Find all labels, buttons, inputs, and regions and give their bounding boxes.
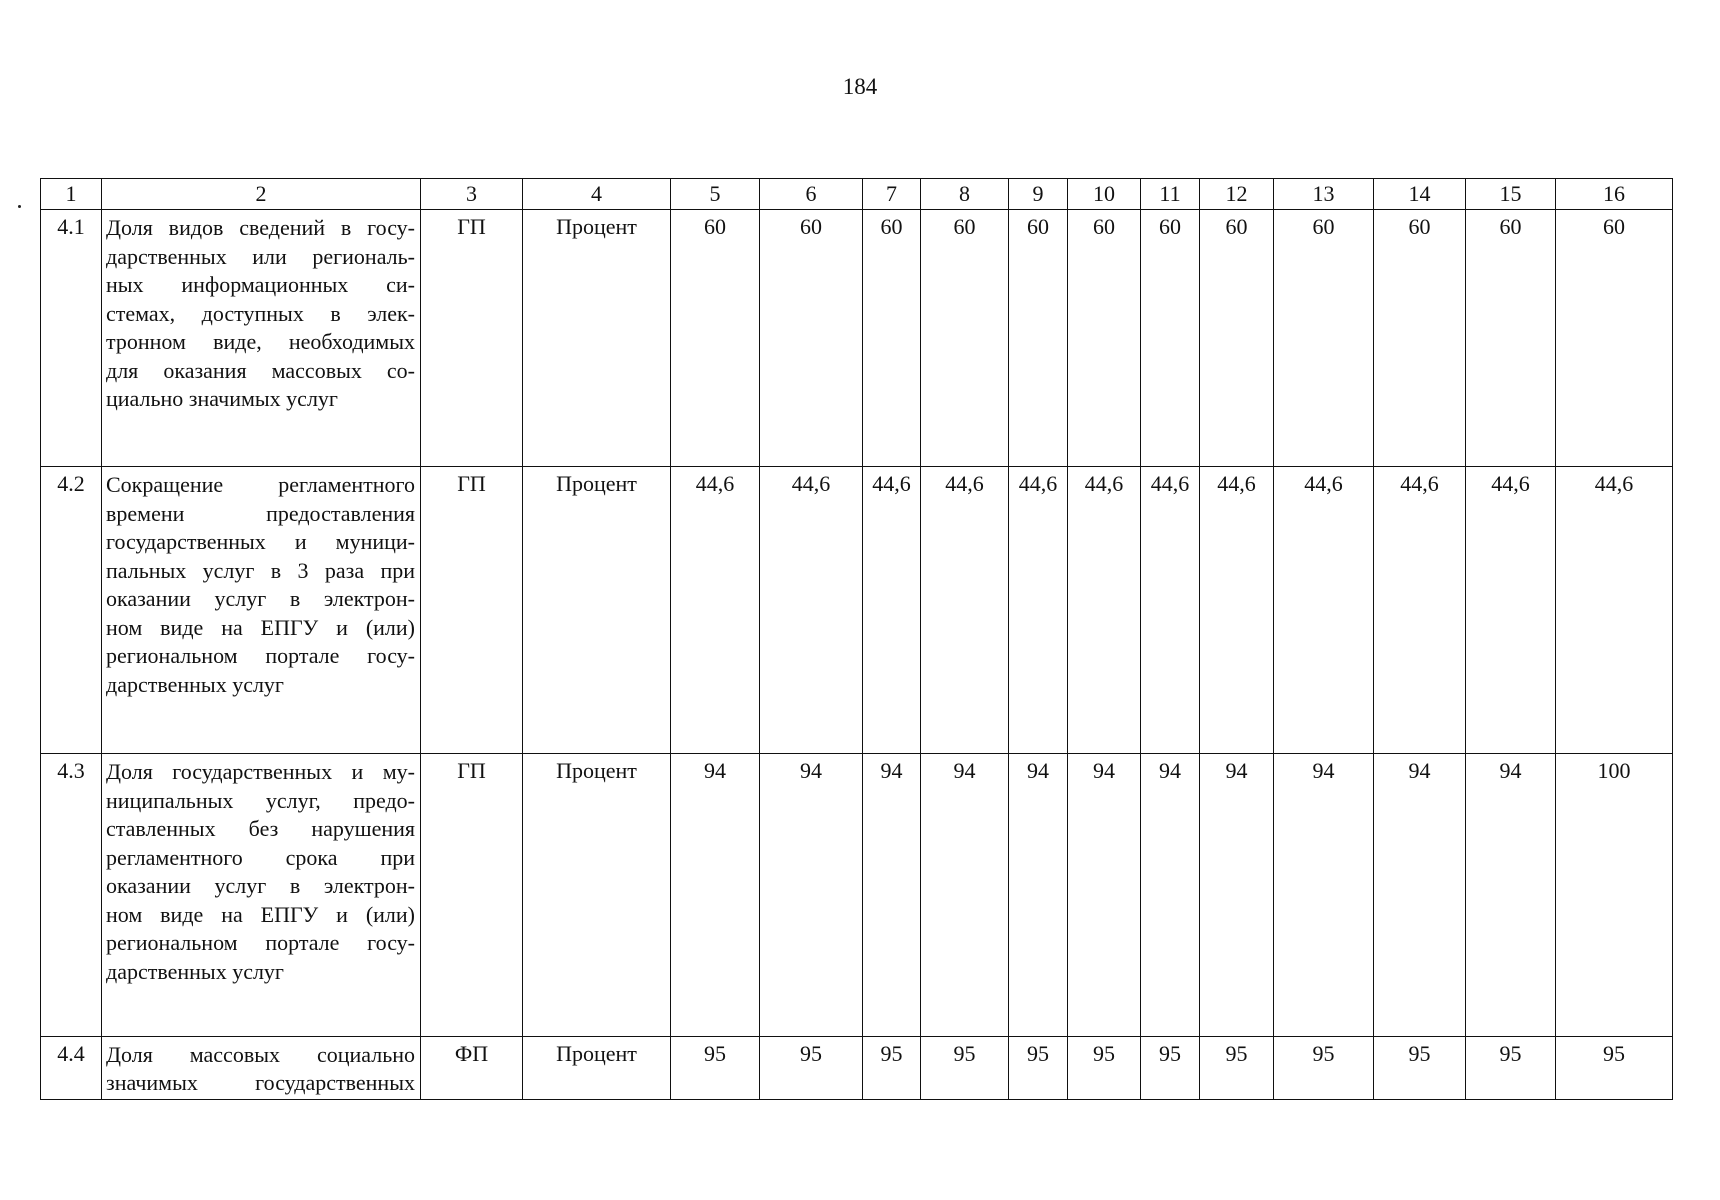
indicator-name-line: ных информационных си-: [106, 272, 415, 297]
value-cell: 60: [921, 210, 1009, 467]
value-cell: 95: [1200, 1037, 1274, 1100]
value-cell: 95: [1274, 1037, 1374, 1100]
value-cell: 60: [1374, 210, 1466, 467]
value-cell: 60: [1556, 210, 1673, 467]
header-cell: 11: [1141, 179, 1200, 210]
value-cell: 44,6: [1009, 467, 1068, 754]
value-cell: 95: [760, 1037, 863, 1100]
value-cell: 60: [1009, 210, 1068, 467]
indicator-name-line: государственных и муници-: [106, 529, 415, 554]
indicators-table: [40, 178, 1673, 1100]
value-cell: 44,6: [1200, 467, 1274, 754]
scan-speck: [18, 205, 21, 208]
header-cell: 10: [1068, 179, 1141, 210]
table-header-row: [41, 179, 1673, 210]
header-cell: 3: [421, 179, 523, 210]
indicator-code: 4.4: [41, 1037, 102, 1100]
indicator-name-line: циально значимых услуг: [106, 386, 338, 411]
value-cell: 60: [760, 210, 863, 467]
value-cell: 94: [1068, 754, 1141, 1037]
indicator-name-line: для оказания массовых со-: [106, 357, 415, 383]
indicator-type: ГП: [421, 210, 523, 467]
indicator-type: ГП: [421, 754, 523, 1037]
value-cell: 94: [863, 754, 921, 1037]
indicator-code: 4.1: [41, 210, 102, 467]
value-cell: 60: [1200, 210, 1274, 467]
value-cell: 95: [1374, 1037, 1466, 1100]
value-cell: 95: [863, 1037, 921, 1100]
table-row: [41, 754, 1673, 1037]
indicator-name-line: ставленных без нарушения: [106, 816, 415, 841]
value-cell: 95: [1141, 1037, 1200, 1100]
value-cell: 94: [921, 754, 1009, 1037]
value-cell: 94: [671, 754, 760, 1037]
table-row: [41, 210, 1673, 467]
value-cell: 60: [671, 210, 760, 467]
header-cell: 16: [1556, 179, 1673, 210]
indicator-name-line: дарственных услуг: [106, 958, 284, 984]
table-row: [41, 467, 1673, 754]
indicator-name-line: пальных услуг в 3 раза при: [106, 557, 415, 583]
value-cell: 60: [863, 210, 921, 467]
indicator-type: ФП: [421, 1037, 523, 1100]
indicator-name: [102, 754, 421, 1037]
value-cell: 94: [1274, 754, 1374, 1037]
indicator-name-line: дарственных или региональ-: [106, 243, 415, 269]
header-cell: 12: [1200, 179, 1274, 210]
value-cell: 95: [1068, 1037, 1141, 1100]
indicator-name-line: времени предоставления: [106, 500, 415, 526]
indicator-code: 4.3: [41, 754, 102, 1037]
value-cell: 94: [1374, 754, 1466, 1037]
indicator-name-line: Сокращение регламентного: [106, 472, 415, 497]
value-cell: 60: [1141, 210, 1200, 467]
indicator-code: 4.2: [41, 467, 102, 754]
indicator-name-line: ном виде на ЕПГУ и (или): [106, 901, 415, 927]
value-cell: 94: [760, 754, 863, 1037]
value-cell: 44,6: [863, 467, 921, 754]
value-cell: 94: [1009, 754, 1068, 1037]
value-cell: 60: [1466, 210, 1556, 467]
indicator-name: [102, 1037, 421, 1100]
indicator-name-line: Доля государственных и му-: [106, 759, 415, 784]
header-cell: 15: [1466, 179, 1556, 210]
indicator-unit: Процент: [523, 1037, 671, 1100]
indicator-type: ГП: [421, 467, 523, 754]
value-cell: 44,6: [760, 467, 863, 754]
value-cell: 95: [921, 1037, 1009, 1100]
value-cell: 94: [1466, 754, 1556, 1037]
indicator-name-line: региональном портале госу-: [106, 930, 415, 955]
indicator-name-line: регламентного срока при: [106, 844, 415, 870]
value-cell: 95: [671, 1037, 760, 1100]
header-cell: 6: [760, 179, 863, 210]
value-cell: 44,6: [1141, 467, 1200, 754]
value-cell: 44,6: [1556, 467, 1673, 754]
header-cell: 13: [1274, 179, 1374, 210]
page-number: 184: [842, 74, 878, 99]
indicator-unit: Процент: [523, 754, 671, 1037]
value-cell: 60: [1068, 210, 1141, 467]
header-cell: 9: [1009, 179, 1068, 210]
header-cell: 5: [671, 179, 760, 210]
header-cell: 2: [102, 179, 421, 210]
indicator-name-line: значимых государственных: [106, 1070, 415, 1095]
value-cell: 44,6: [921, 467, 1009, 754]
indicator-name-line: Доля массовых социально: [106, 1042, 415, 1067]
indicator-name-line: оказании услуг в электрон-: [106, 586, 415, 611]
header-cell: 4: [523, 179, 671, 210]
value-cell: 95: [1556, 1037, 1673, 1100]
value-cell: 95: [1466, 1037, 1556, 1100]
value-cell: 44,6: [671, 467, 760, 754]
indicator-name-line: стемах, доступных в элек-: [106, 300, 415, 326]
indicator-name: [102, 467, 421, 754]
value-cell: 100: [1556, 754, 1673, 1037]
header-cell: 8: [921, 179, 1009, 210]
indicator-name-line: Доля видов сведений в госу-: [106, 215, 415, 240]
value-cell: 94: [1200, 754, 1274, 1037]
header-cell: 1: [41, 179, 102, 210]
indicator-name-line: региональном портале госу-: [106, 643, 415, 668]
value-cell: 60: [1274, 210, 1374, 467]
table-body: [41, 179, 1673, 1100]
value-cell: 44,6: [1274, 467, 1374, 754]
indicator-name-line: оказании услуг в электрон-: [106, 873, 415, 898]
value-cell: 44,6: [1466, 467, 1556, 754]
value-cell: 44,6: [1374, 467, 1466, 754]
header-cell: 14: [1374, 179, 1466, 210]
value-cell: 95: [1009, 1037, 1068, 1100]
indicator-unit: Процент: [523, 210, 671, 467]
table-row: [41, 1037, 1673, 1100]
header-cell: 7: [863, 179, 921, 210]
indicator-name-line: ном виде на ЕПГУ и (или): [106, 614, 415, 640]
indicator-name-line: тронном виде, необходимых: [106, 329, 415, 354]
value-cell: 94: [1141, 754, 1200, 1037]
indicator-unit: Процент: [523, 467, 671, 754]
indicator-name-line: дарственных услуг: [106, 671, 284, 697]
indicator-name: [102, 210, 421, 467]
indicator-name-line: ниципальных услуг, предо-: [106, 787, 415, 813]
value-cell: 44,6: [1068, 467, 1141, 754]
